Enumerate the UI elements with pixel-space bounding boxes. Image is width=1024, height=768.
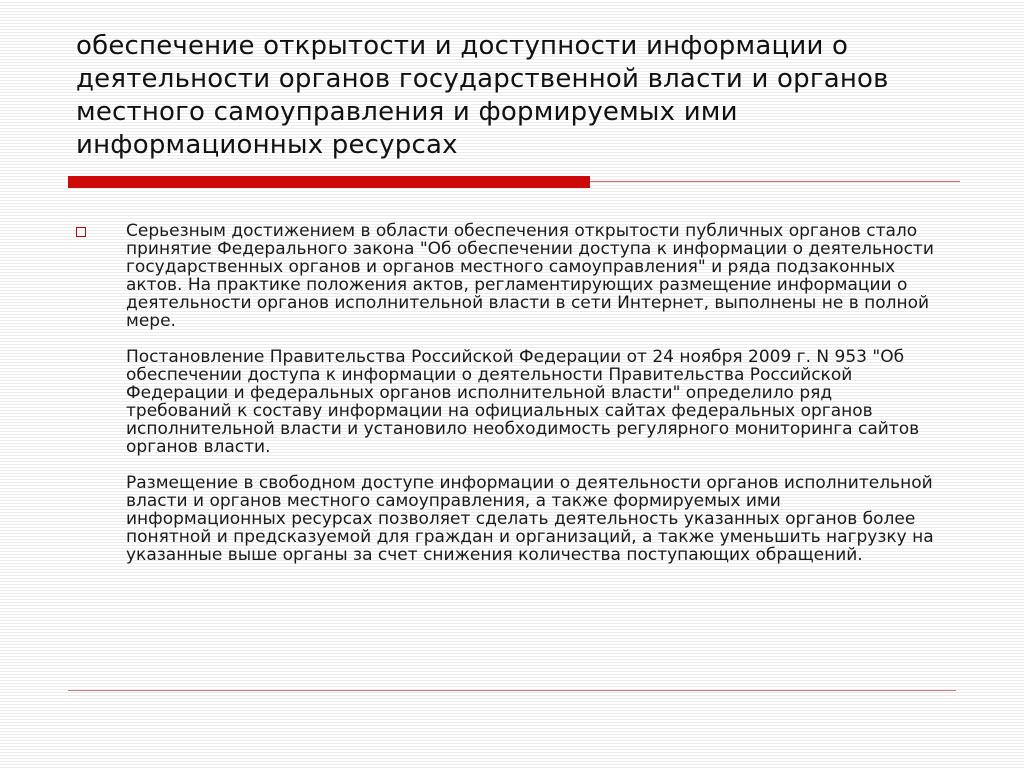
slide-content: [76, 222, 956, 582]
slide-title: обеспечение открытости и доступности информации о деятельности органов государственной власти и органов местного самоуправления и формируемых ими информационных ресурсах: [76, 31, 889, 160]
hollow-square-bullet-icon: [76, 227, 86, 237]
title-divider-thin-line: [590, 181, 960, 182]
paragraph-federal-law: Серьезным достижением в области обеспечения открытости публичных органов стало принятие Федерального закона "Об обеспечении доступа к информации о деятельности государственных органов и органов местного самоуправления" и ряда подзаконных актов. На практике положения актов, регламентирующих размещение информации о деятельности органов исполнительной власти в сети Интернет, выполнены не в полной мере.: [126, 221, 934, 331]
bullet-text-block: [126, 222, 936, 564]
footer-divider-line: [68, 690, 956, 691]
paragraph-public-access: Размещение в свободном доступе информации о деятельности органов исполнительной власти и органов местного самоуправления, а также формируемых ими информационных ресурсах позволяет сделать деятельность указанных органов более понятной и предсказуемой для граждан и организаций, а также уменьшить нагрузку на указанные выше органы за счет снижения количества поступающих обращений.: [126, 473, 934, 565]
title-divider-thick-bar: [68, 176, 590, 188]
title-divider: [68, 176, 960, 188]
paragraph-government-decree: Постановление Правительства Российской Федерации от 24 ноября 2009 г. N 953 "Об обеспечении доступа к информации о деятельности Правительства Российской Федерации и федеральных органов исполнительной власти" определило ряд требований к составу информации на официальных сайтах федеральных органов исполнительной власти и установило необходимость регулярного мониторинга сайтов органов власти.: [126, 347, 920, 457]
